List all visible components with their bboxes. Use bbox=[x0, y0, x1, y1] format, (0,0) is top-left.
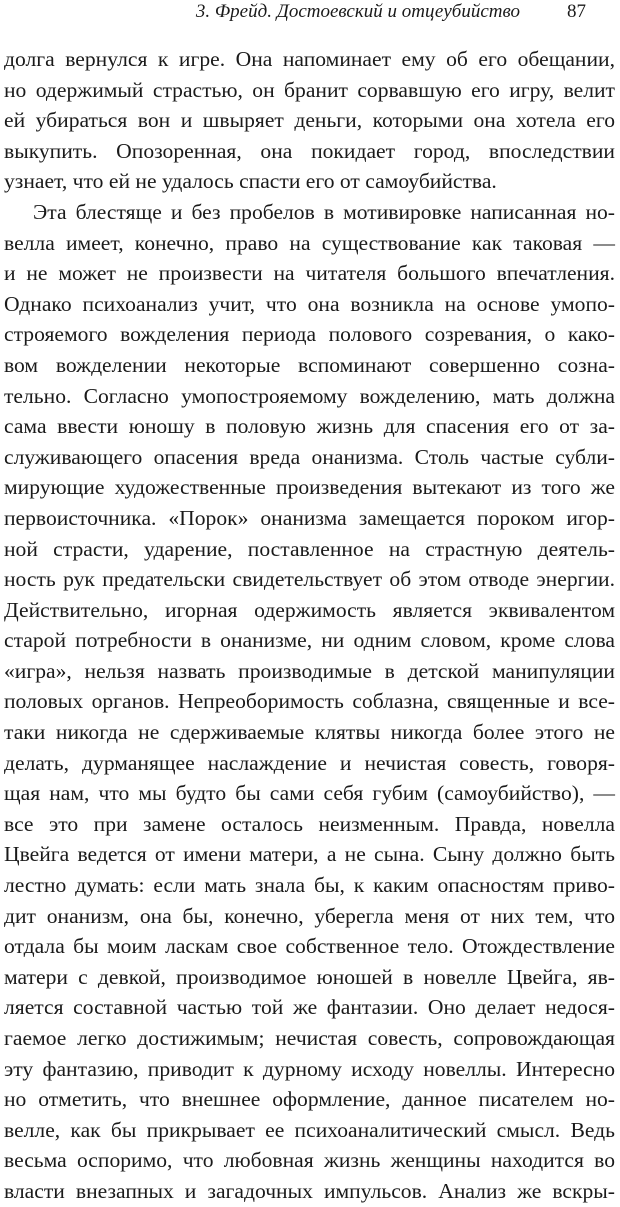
text-line: половых органов. Непреоборимость соблазна, священные и все- bbox=[4, 689, 615, 714]
text-line: делать, дурманящее наслаждение и нечистая совесть, говоря- bbox=[4, 750, 615, 775]
text-line: ей убираться вон и швыряет деньги, которыми она хотела его bbox=[4, 108, 615, 133]
text-line: лестно думать: если мать знала бы, к каким опасностям приво- bbox=[4, 873, 615, 898]
text-line: ляется составной частью той же фантазии. Оно делает недося- bbox=[4, 995, 615, 1020]
text-line: дит онанизм, она бы, конечно, уберегла меня от них тем, что bbox=[4, 903, 615, 928]
text-line: Действительно, игорная одержимость является эквивалентом bbox=[4, 597, 615, 622]
text-line: выкупить. Опозоренная, она покидает город, впоследствии bbox=[4, 138, 615, 163]
text-line: тельно. Согласно умопострояемому вожделению, мать должна bbox=[4, 383, 615, 408]
text-line: Однако психоанализ учит, что она возникла на основе умопо- bbox=[4, 291, 615, 316]
body-text bbox=[4, 44, 615, 1207]
text-line: ность рук предательски свидетельствует об этом отводе энергии. bbox=[4, 567, 615, 592]
text-line: служивающего опасения вреда онанизма. Столь частые субли- bbox=[4, 444, 615, 469]
text-line: но одержимый страстью, он бранит сорвавшую его игру, велит bbox=[4, 77, 615, 102]
text-line: эту фантазию, приводит к дурному исходу новеллы. Интересно bbox=[4, 1056, 615, 1081]
text-line: весьма оспоримо, что любовная жизнь женщины находится во bbox=[4, 1148, 615, 1173]
paragraph bbox=[4, 197, 615, 1207]
text-line: и не может не произвести на читателя большого впечатления. bbox=[4, 261, 615, 286]
text-line: сама ввести юношу в половую жизнь для спасения его от за- bbox=[4, 414, 615, 439]
text-line: мирующие художественные произведения вытекают из того же bbox=[4, 475, 615, 500]
paragraph bbox=[4, 44, 615, 197]
text-line: власти внезапных и загадочных импульсов. Анализ же вскры- bbox=[4, 1178, 615, 1203]
text-line: щая нам, что мы будто бы сами себя губим (самоубийство), — bbox=[4, 781, 615, 806]
text-line: старой потребности в онанизме, ни одним словом, кроме слова bbox=[4, 628, 615, 653]
text-line: гаемое легко достижимым; нечистая совесть, сопровождающая bbox=[4, 1026, 615, 1050]
text-line: все это при замене осталось неизменным. Правда, новелла bbox=[4, 811, 615, 836]
text-line: Эта блестяще и без пробелов в мотивировке написанная но- bbox=[33, 199, 615, 224]
running-title: 3. Фрейд. Достоевский и отцеубийство bbox=[195, 1, 520, 22]
text-line: велле, как бы прикрывает ее психоаналитический смысл. Ведь bbox=[4, 1117, 615, 1142]
text-line: первоисточника. «Порок» онанизма замещается пороком игор- bbox=[4, 505, 615, 530]
text-line: велла имеет, конечно, право на существование как таковая — bbox=[4, 230, 615, 255]
text-line: Цвейга ведется от имени матери, а не сына. Сыну должно быть bbox=[4, 842, 615, 867]
text-line: вом вожделении некоторые вспоминают совершенно созна- bbox=[4, 352, 615, 377]
text-line: строяемого вожделения периода полового созревания, о како- bbox=[4, 322, 615, 347]
text-line: отдала бы моим ласкам свое собственное тело. Отождествление bbox=[4, 934, 615, 959]
text-line: матери с девкой, производимое юношей в новелле Цвейга, яв- bbox=[4, 964, 615, 989]
text-line: узнает, что ей не удалось спасти его от самоубийства. bbox=[4, 169, 497, 194]
text-line: «игра», нельзя назвать производимые в детской манипуляции bbox=[4, 658, 615, 683]
text-line: ной страсти, ударение, поставленное на страстную деятель- bbox=[4, 536, 615, 561]
page-number: 87 bbox=[567, 1, 586, 22]
running-header bbox=[0, 1, 600, 27]
text-line: но отметить, что внешнее оформление, данное писателем но- bbox=[4, 1087, 615, 1112]
text-line: долга вернулся к игре. Она напоминает ему об его обещании, bbox=[4, 47, 615, 71]
text-line: таки никогда не сдерживаемые клятвы никогда более этого не bbox=[4, 720, 615, 745]
